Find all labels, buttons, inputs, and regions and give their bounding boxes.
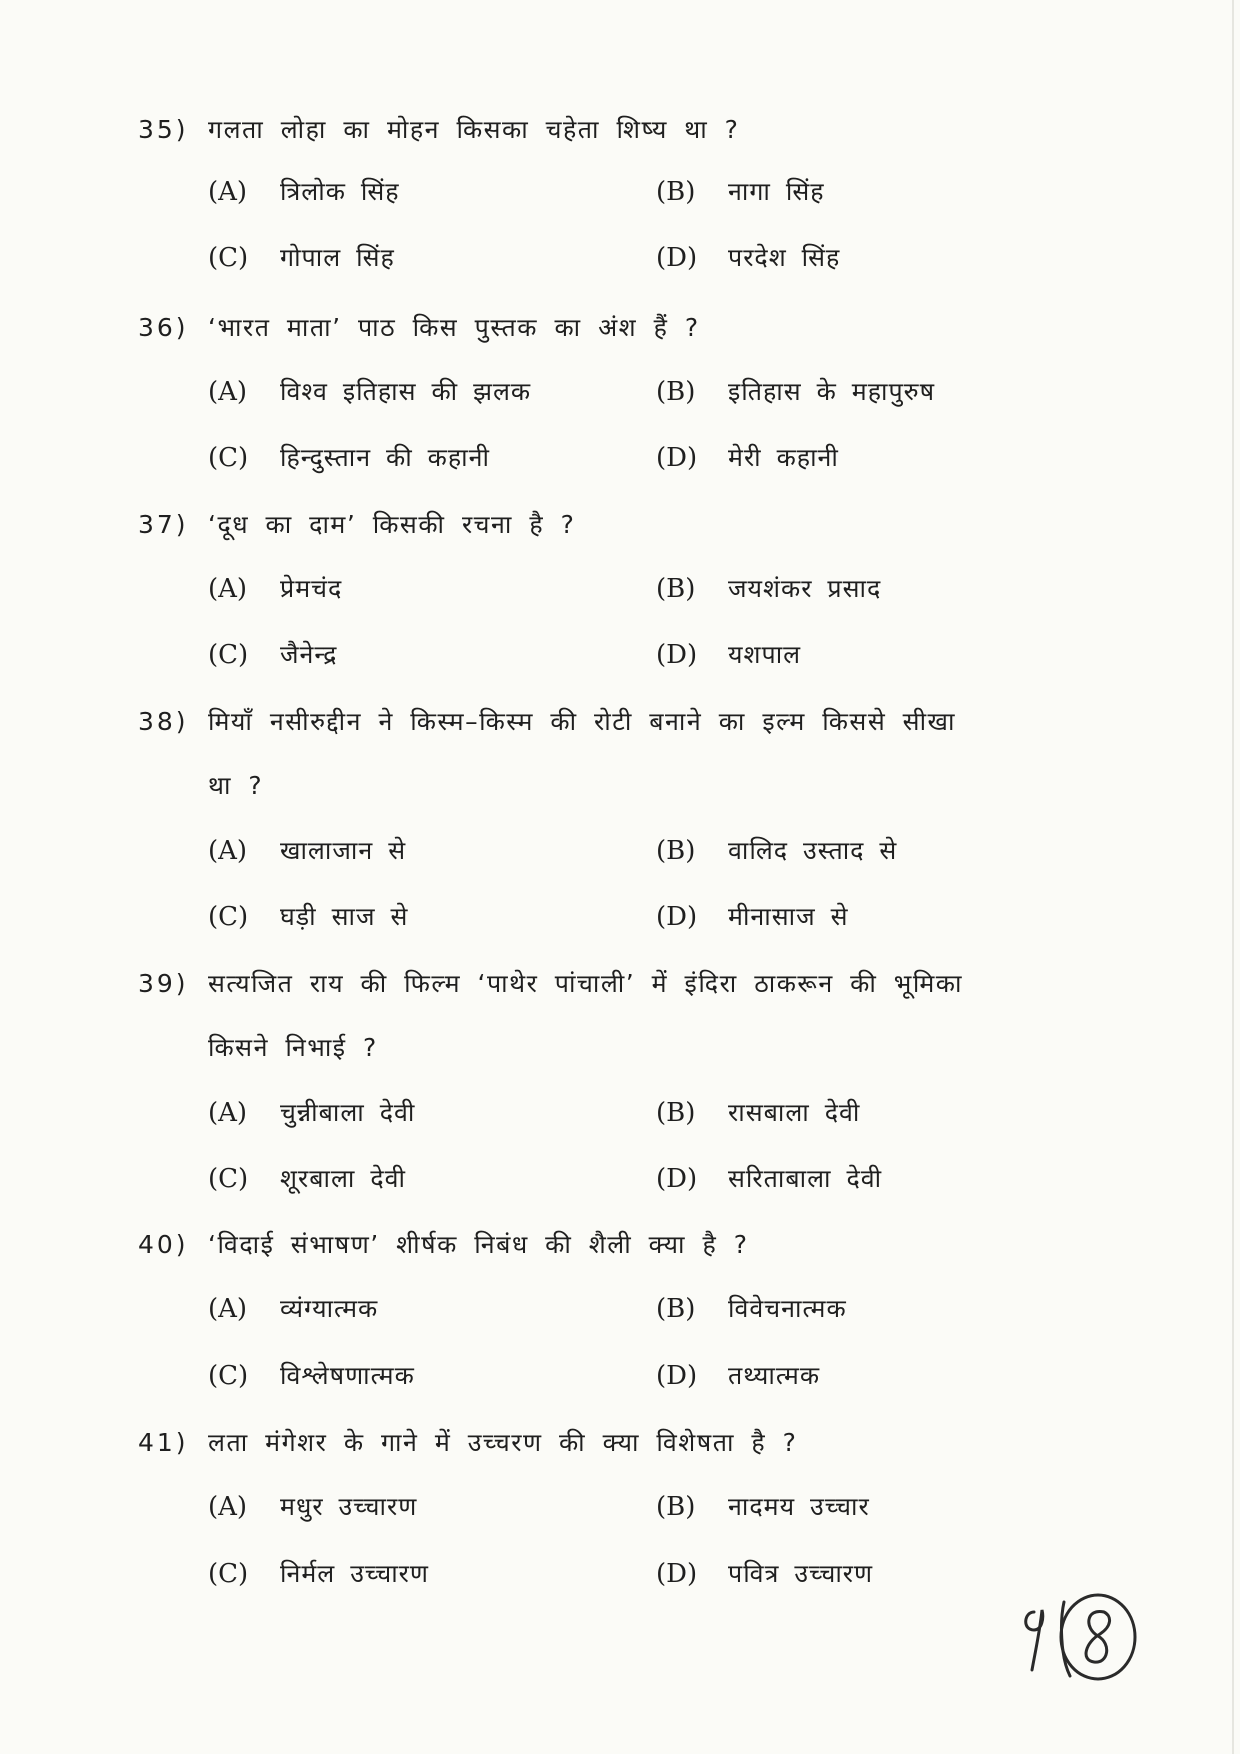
scan-edge [1232, 0, 1234, 1754]
option-37-d: (D) यशपाल [656, 640, 802, 670]
option-41-b: (B) नादमय उच्चार [656, 1492, 870, 1522]
question-41 [138, 1425, 797, 1459]
question-35 [138, 112, 739, 146]
option-35-c: (C) गोपाल सिंह [208, 243, 395, 273]
question-number: 41) [138, 1428, 189, 1457]
question-number: 40) [138, 1230, 189, 1259]
question-38-continued: था ? [208, 771, 264, 800]
question-38 [138, 704, 956, 738]
question-number: 39) [138, 969, 189, 998]
question-text: ‘भारत माता’ पाठ किस पुस्तक का अंश हैं ? [208, 313, 700, 342]
option-35-b: (B) नागा सिंह [656, 177, 825, 207]
option-41-a: (A) मधुर उच्चारण [208, 1492, 418, 1522]
question-number: 35) [138, 115, 189, 144]
question-39-continued: किसने निभाई ? [208, 1033, 378, 1062]
question-text: ‘दूध का दाम’ किसकी रचना है ? [208, 510, 576, 539]
option-38-b: (B) वालिद उस्ताद से [656, 836, 898, 866]
option-39-c: (C) शूरबाला देवी [208, 1164, 406, 1194]
question-39 [138, 966, 963, 1000]
option-39-a: (A) चुन्नीबाला देवी [208, 1098, 416, 1128]
question-text: गलता लोहा का मोहन किसका चहेता शिष्य था ? [208, 115, 740, 144]
option-41-d: (D) पवित्र उच्चारण [656, 1559, 874, 1589]
option-36-c: (C) हिन्दुस्तान की कहानी [208, 443, 490, 473]
option-37-c: (C) जैनेन्द्र [208, 640, 338, 670]
question-text: मियाँ नसीरुद्दीन ने किस्म–किस्म की रोटी बनाने का इल्म किससे सीखा [208, 707, 956, 736]
handwritten-page-mark [1020, 1590, 1150, 1685]
question-40 [138, 1227, 748, 1261]
option-36-b: (B) इतिहास के महापुरुष [656, 377, 936, 407]
question-text: लता मंगेशर के गाने में उच्चरण की क्या विशेषता है ? [208, 1428, 798, 1457]
option-40-b: (B) विवेचनात्मक [656, 1294, 847, 1324]
option-38-c: (C) घड़ी साज से [208, 902, 409, 932]
option-36-a: (A) विश्व इतिहास की झलक [208, 377, 532, 407]
option-40-d: (D) तथ्यात्मक [656, 1361, 821, 1391]
option-38-a: (A) खालाजान से [208, 836, 407, 866]
option-40-c: (C) विश्लेषणात्मक [208, 1361, 415, 1391]
question-text: ‘विदाई संभाषण’ शीर्षक निबंध की शैली क्या है ? [208, 1230, 749, 1259]
option-41-c: (C) निर्मल उच्चारण [208, 1559, 429, 1589]
option-35-d: (D) परदेश सिंह [656, 243, 841, 273]
question-number: 37) [138, 510, 189, 539]
option-37-a: (A) प्रेमचंद [208, 574, 343, 604]
question-text: सत्यजित राय की फिल्म ‘पाथेर पांचाली’ में इंदिरा ठाकरून की भूमिका [208, 969, 963, 998]
option-40-a: (A) व्यंग्यात्मक [208, 1294, 379, 1324]
option-36-d: (D) मेरी कहानी [656, 443, 839, 473]
question-number: 36) [138, 313, 189, 342]
question-37 [138, 507, 575, 541]
question-36 [138, 310, 700, 344]
option-39-d: (D) सरिताबाला देवी [656, 1164, 883, 1194]
option-39-b: (B) रासबाला देवी [656, 1098, 861, 1128]
question-number: 38) [138, 707, 189, 736]
option-35-a: (A) त्रिलोक सिंह [208, 177, 400, 207]
option-38-d: (D) मीनासाज से [656, 902, 849, 932]
option-37-b: (B) जयशंकर प्रसाद [656, 574, 882, 604]
